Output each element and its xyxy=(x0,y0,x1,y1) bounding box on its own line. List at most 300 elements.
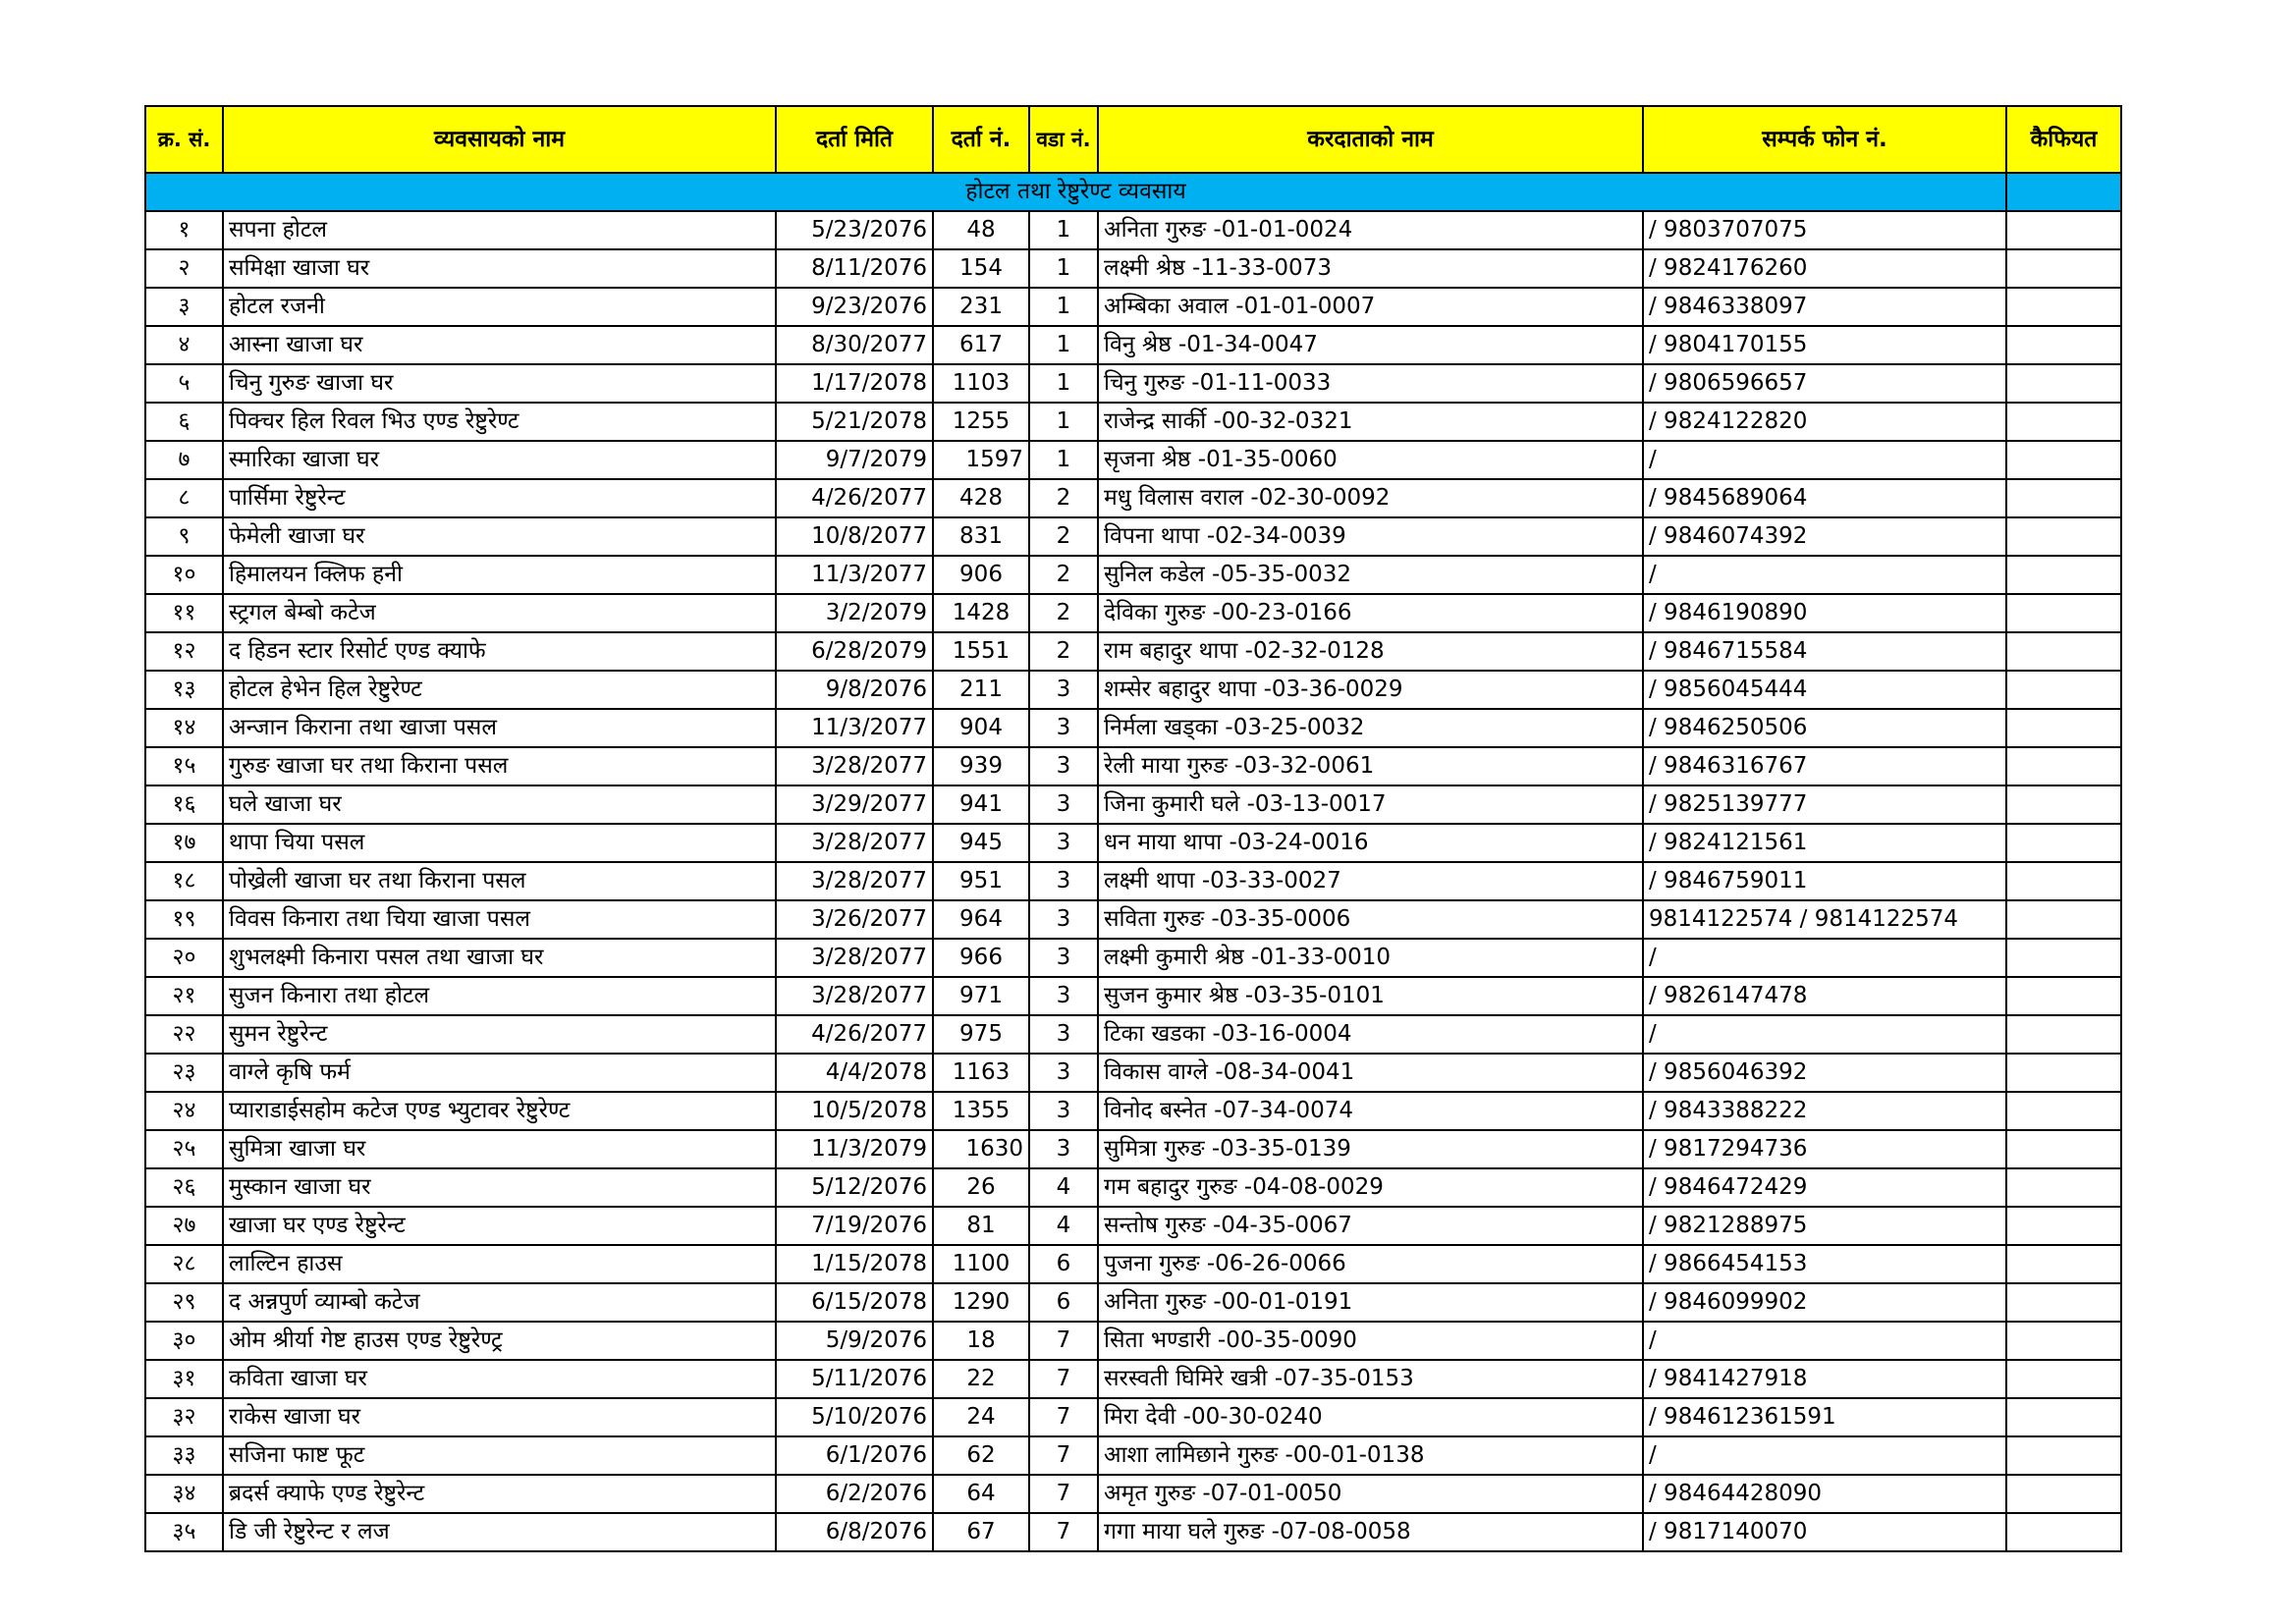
cell-serial-number: २६ xyxy=(145,1168,223,1207)
cell-ward-number: 3 xyxy=(1029,785,1098,824)
cell-registration-number: 941 xyxy=(933,785,1029,824)
cell-business-name: खाजा घर एण्ड रेष्टुरेन्ट xyxy=(223,1207,776,1245)
cell-serial-number: ९ xyxy=(145,517,223,556)
header-ward-number: वडा नं. xyxy=(1029,106,1098,173)
cell-business-name: ब्रदर्स क्याफे एण्ड रेष्टुरेन्ट xyxy=(223,1475,776,1513)
cell-registration-number: 1551 xyxy=(933,632,1029,671)
table-row xyxy=(145,1322,2121,1360)
cell-registration-number: 48 xyxy=(933,211,1029,249)
table-row xyxy=(145,403,2121,441)
table-row xyxy=(145,747,2121,785)
cell-serial-number: ३५ xyxy=(145,1513,223,1551)
cell-ward-number: 3 xyxy=(1029,1015,1098,1054)
cell-serial-number: ३४ xyxy=(145,1475,223,1513)
table-row xyxy=(145,1168,2121,1207)
cell-business-name: ओम श्रीर्या गेष्ट हाउस एण्ड रेष्टुरेण्ट्र xyxy=(223,1322,776,1360)
cell-registration-number: 617 xyxy=(933,326,1029,364)
cell-remarks xyxy=(2006,1436,2121,1475)
cell-registration-date: 5/23/2076 xyxy=(776,211,933,249)
business-registry-table xyxy=(144,105,2122,1552)
cell-taxpayer-name: राजेन्द्र सार्की -00-32-0321 xyxy=(1098,403,1643,441)
cell-taxpayer-name: सृजना श्रेष्ठ -01-35-0060 xyxy=(1098,441,1643,479)
cell-ward-number: 7 xyxy=(1029,1513,1098,1551)
table-row xyxy=(145,1436,2121,1475)
cell-registration-date: 6/8/2076 xyxy=(776,1513,933,1551)
cell-taxpayer-name: निर्मला खड्का -03-25-0032 xyxy=(1098,709,1643,747)
cell-registration-date: 5/9/2076 xyxy=(776,1322,933,1360)
cell-business-name: पार्सिमा रेष्टुरेन्ट xyxy=(223,479,776,517)
cell-registration-date: 8/11/2076 xyxy=(776,249,933,288)
cell-contact-phone: / 9825139777 xyxy=(1643,785,2006,824)
table-row xyxy=(145,1283,2121,1322)
cell-serial-number: १२ xyxy=(145,632,223,671)
cell-ward-number: 7 xyxy=(1029,1398,1098,1436)
cell-serial-number: ६ xyxy=(145,403,223,441)
cell-taxpayer-name: रेली माया गुरुङ -03-32-0061 xyxy=(1098,747,1643,785)
cell-remarks xyxy=(2006,785,2121,824)
cell-registration-date: 11/3/2079 xyxy=(776,1130,933,1168)
cell-business-name: मुस्कान खाजा घर xyxy=(223,1168,776,1207)
header-remarks: कैफियत xyxy=(2006,106,2121,173)
cell-business-name: स्मारिका खाजा घर xyxy=(223,441,776,479)
cell-registration-number: 81 xyxy=(933,1207,1029,1245)
cell-serial-number: ५ xyxy=(145,364,223,403)
cell-business-name: द अन्नपुर्ण व्याम्बो कटेज xyxy=(223,1283,776,1322)
cell-serial-number: २७ xyxy=(145,1207,223,1245)
cell-contact-phone: / 9846472429 xyxy=(1643,1168,2006,1207)
cell-business-name: शुभलक्ष्मी किनारा पसल तथा खाजा घर xyxy=(223,939,776,977)
cell-remarks xyxy=(2006,1092,2121,1130)
table-row xyxy=(145,939,2121,977)
cell-ward-number: 6 xyxy=(1029,1283,1098,1322)
cell-remarks xyxy=(2006,1207,2121,1245)
cell-registration-date: 3/29/2077 xyxy=(776,785,933,824)
cell-contact-phone: / 9824121561 xyxy=(1643,824,2006,862)
cell-contact-phone: / xyxy=(1643,939,2006,977)
cell-registration-date: 5/21/2078 xyxy=(776,403,933,441)
cell-taxpayer-name: अनिता गुरुङ -01-01-0024 xyxy=(1098,211,1643,249)
cell-registration-number: 951 xyxy=(933,862,1029,900)
cell-registration-date: 6/2/2076 xyxy=(776,1475,933,1513)
cell-registration-number: 1163 xyxy=(933,1054,1029,1092)
cell-registration-number: 904 xyxy=(933,709,1029,747)
cell-remarks xyxy=(2006,747,2121,785)
table-row xyxy=(145,517,2121,556)
cell-remarks xyxy=(2006,977,2121,1015)
cell-serial-number: १० xyxy=(145,556,223,594)
cell-serial-number: १४ xyxy=(145,709,223,747)
cell-registration-number: 1428 xyxy=(933,594,1029,632)
cell-taxpayer-name: मिरा देवी -00-30-0240 xyxy=(1098,1398,1643,1436)
cell-business-name: चिनु गुरुङ खाजा घर xyxy=(223,364,776,403)
cell-serial-number: २२ xyxy=(145,1015,223,1054)
cell-remarks xyxy=(2006,249,2121,288)
cell-registration-date: 9/7/2079 xyxy=(776,441,933,479)
cell-ward-number: 7 xyxy=(1029,1475,1098,1513)
cell-taxpayer-name: विनोद बस्नेत -07-34-0074 xyxy=(1098,1092,1643,1130)
cell-remarks xyxy=(2006,1015,2121,1054)
cell-remarks xyxy=(2006,517,2121,556)
cell-business-name: कविता खाजा घर xyxy=(223,1360,776,1398)
cell-contact-phone: / xyxy=(1643,1322,2006,1360)
cell-registration-date: 9/8/2076 xyxy=(776,671,933,709)
header-taxpayer-name: करदाताको नाम xyxy=(1098,106,1643,173)
cell-registration-number: 24 xyxy=(933,1398,1029,1436)
cell-registration-number: 67 xyxy=(933,1513,1029,1551)
cell-remarks xyxy=(2006,862,2121,900)
table-row xyxy=(145,1207,2121,1245)
cell-contact-phone: / 9856045444 xyxy=(1643,671,2006,709)
cell-taxpayer-name: धन माया थापा -03-24-0016 xyxy=(1098,824,1643,862)
cell-serial-number: २५ xyxy=(145,1130,223,1168)
cell-registration-date: 1/17/2078 xyxy=(776,364,933,403)
table-row xyxy=(145,211,2121,249)
cell-contact-phone: / 9846099902 xyxy=(1643,1283,2006,1322)
cell-taxpayer-name: आशा लामिछाने गुरुङ -00-01-0138 xyxy=(1098,1436,1643,1475)
cell-remarks xyxy=(2006,939,2121,977)
cell-business-name: सपना होटल xyxy=(223,211,776,249)
cell-serial-number: ३१ xyxy=(145,1360,223,1398)
cell-contact-phone: / 9843388222 xyxy=(1643,1092,2006,1130)
cell-business-name: सुमित्रा खाजा घर xyxy=(223,1130,776,1168)
cell-remarks xyxy=(2006,479,2121,517)
cell-registration-date: 3/28/2077 xyxy=(776,824,933,862)
cell-taxpayer-name: गगा माया घले गुरुङ -07-08-0058 xyxy=(1098,1513,1643,1551)
cell-registration-number: 428 xyxy=(933,479,1029,517)
cell-serial-number: २९ xyxy=(145,1283,223,1322)
cell-registration-number: 1103 xyxy=(933,364,1029,403)
cell-serial-number: १६ xyxy=(145,785,223,824)
cell-contact-phone: / 9866454153 xyxy=(1643,1245,2006,1283)
table-row xyxy=(145,364,2121,403)
cell-serial-number: २ xyxy=(145,249,223,288)
section-row xyxy=(145,173,2121,211)
cell-contact-phone: 9814122574 / 9814122574 xyxy=(1643,900,2006,939)
cell-remarks xyxy=(2006,632,2121,671)
cell-registration-number: 22 xyxy=(933,1360,1029,1398)
cell-registration-date: 5/11/2076 xyxy=(776,1360,933,1398)
cell-remarks xyxy=(2006,1054,2121,1092)
table-row xyxy=(145,632,2121,671)
cell-ward-number: 7 xyxy=(1029,1436,1098,1475)
cell-registration-number: 971 xyxy=(933,977,1029,1015)
cell-serial-number: १३ xyxy=(145,671,223,709)
cell-ward-number: 1 xyxy=(1029,249,1098,288)
cell-remarks xyxy=(2006,671,2121,709)
cell-contact-phone: / 9817294736 xyxy=(1643,1130,2006,1168)
cell-business-name: पिक्चर हिल रिवल भिउ एण्ड रेष्टुरेण्ट xyxy=(223,403,776,441)
cell-contact-phone: / xyxy=(1643,1015,2006,1054)
header-business-name: व्यवसायको नाम xyxy=(223,106,776,173)
table-row xyxy=(145,1015,2121,1054)
cell-registration-date: 7/19/2076 xyxy=(776,1207,933,1245)
cell-ward-number: 1 xyxy=(1029,441,1098,479)
cell-remarks xyxy=(2006,1245,2121,1283)
cell-serial-number: १ xyxy=(145,211,223,249)
cell-registration-date: 11/3/2077 xyxy=(776,556,933,594)
table-row xyxy=(145,1245,2121,1283)
table-row xyxy=(145,1513,2121,1551)
cell-remarks xyxy=(2006,556,2121,594)
header-serial-number: क्र. सं. xyxy=(145,106,223,173)
cell-contact-phone: / xyxy=(1643,556,2006,594)
cell-contact-phone: / 9824122820 xyxy=(1643,403,2006,441)
cell-ward-number: 6 xyxy=(1029,1245,1098,1283)
cell-registration-number: 966 xyxy=(933,939,1029,977)
cell-registration-number: 18 xyxy=(933,1322,1029,1360)
cell-ward-number: 3 xyxy=(1029,862,1098,900)
cell-taxpayer-name: सरस्वती घिमिरे खत्री -07-35-0153 xyxy=(1098,1360,1643,1398)
cell-serial-number: १८ xyxy=(145,862,223,900)
cell-registration-date: 6/28/2079 xyxy=(776,632,933,671)
cell-taxpayer-name: सुमित्रा गुरुङ -03-35-0139 xyxy=(1098,1130,1643,1168)
cell-registration-date: 6/1/2076 xyxy=(776,1436,933,1475)
cell-serial-number: १५ xyxy=(145,747,223,785)
cell-serial-number: २४ xyxy=(145,1092,223,1130)
cell-taxpayer-name: विपना थापा -02-34-0039 xyxy=(1098,517,1643,556)
cell-ward-number: 1 xyxy=(1029,211,1098,249)
cell-registration-number: 945 xyxy=(933,824,1029,862)
cell-contact-phone: / 9817140070 xyxy=(1643,1513,2006,1551)
cell-ward-number: 2 xyxy=(1029,556,1098,594)
cell-remarks xyxy=(2006,1398,2121,1436)
cell-serial-number: ४ xyxy=(145,326,223,364)
cell-business-name: अन्जान किराना तथा खाजा पसल xyxy=(223,709,776,747)
table-row xyxy=(145,249,2121,288)
section-title: होटल तथा रेष्टुरेण्ट व्यवसाय xyxy=(145,173,2006,211)
cell-contact-phone: / 9821288975 xyxy=(1643,1207,2006,1245)
cell-business-name: थापा चिया पसल xyxy=(223,824,776,862)
cell-taxpayer-name: सिता भण्डारी -00-35-0090 xyxy=(1098,1322,1643,1360)
cell-remarks xyxy=(2006,900,2121,939)
cell-taxpayer-name: मधु विलास वराल -02-30-0092 xyxy=(1098,479,1643,517)
cell-registration-date: 5/12/2076 xyxy=(776,1168,933,1207)
cell-contact-phone: / 9846759011 xyxy=(1643,862,2006,900)
cell-contact-phone: / 984612361591 xyxy=(1643,1398,2006,1436)
cell-remarks xyxy=(2006,709,2121,747)
cell-taxpayer-name: सविता गुरुङ -03-35-0006 xyxy=(1098,900,1643,939)
cell-ward-number: 4 xyxy=(1029,1207,1098,1245)
cell-contact-phone: / 9826147478 xyxy=(1643,977,2006,1015)
table-row xyxy=(145,594,2121,632)
cell-ward-number: 1 xyxy=(1029,364,1098,403)
table-row xyxy=(145,671,2121,709)
cell-registration-date: 11/3/2077 xyxy=(776,709,933,747)
cell-registration-date: 3/28/2077 xyxy=(776,939,933,977)
cell-business-name: विवस किनारा तथा चिया खाजा पसल xyxy=(223,900,776,939)
cell-business-name: सुमन रेष्टुरेन्ट xyxy=(223,1015,776,1054)
cell-serial-number: २३ xyxy=(145,1054,223,1092)
cell-business-name: राकेस खाजा घर xyxy=(223,1398,776,1436)
cell-contact-phone: / 9846190890 xyxy=(1643,594,2006,632)
cell-ward-number: 3 xyxy=(1029,1092,1098,1130)
table-row xyxy=(145,709,2121,747)
cell-serial-number: ३२ xyxy=(145,1398,223,1436)
cell-registration-date: 10/8/2077 xyxy=(776,517,933,556)
cell-ward-number: 7 xyxy=(1029,1322,1098,1360)
cell-taxpayer-name: पुजना गुरुङ -06-26-0066 xyxy=(1098,1245,1643,1283)
cell-ward-number: 2 xyxy=(1029,632,1098,671)
cell-registration-date: 3/2/2079 xyxy=(776,594,933,632)
table-row xyxy=(145,1360,2121,1398)
cell-serial-number: ७ xyxy=(145,441,223,479)
cell-ward-number: 3 xyxy=(1029,977,1098,1015)
cell-remarks xyxy=(2006,1168,2121,1207)
cell-taxpayer-name: लक्ष्मी थापा -03-33-0027 xyxy=(1098,862,1643,900)
cell-registration-number: 211 xyxy=(933,671,1029,709)
cell-serial-number: २८ xyxy=(145,1245,223,1283)
cell-business-name: स्ट्रगल बेम्बो कटेज xyxy=(223,594,776,632)
cell-remarks xyxy=(2006,824,2121,862)
cell-registration-date: 8/30/2077 xyxy=(776,326,933,364)
cell-taxpayer-name: राम बहादुर थापा -02-32-0128 xyxy=(1098,632,1643,671)
cell-registration-number: 231 xyxy=(933,288,1029,326)
cell-ward-number: 2 xyxy=(1029,594,1098,632)
table-row xyxy=(145,288,2121,326)
cell-business-name: समिक्षा खाजा घर xyxy=(223,249,776,288)
table-row xyxy=(145,1475,2121,1513)
cell-taxpayer-name: सुजन कुमार श्रेष्ठ -03-35-0101 xyxy=(1098,977,1643,1015)
cell-ward-number: 1 xyxy=(1029,288,1098,326)
cell-remarks xyxy=(2006,1475,2121,1513)
table-row xyxy=(145,824,2121,862)
table-row xyxy=(145,1398,2121,1436)
cell-ward-number: 1 xyxy=(1029,403,1098,441)
cell-remarks xyxy=(2006,441,2121,479)
cell-taxpayer-name: विनु श्रेष्ठ -01-34-0047 xyxy=(1098,326,1643,364)
cell-business-name: वाग्ले कृषि फर्म xyxy=(223,1054,776,1092)
cell-serial-number: १७ xyxy=(145,824,223,862)
cell-registration-date: 4/26/2077 xyxy=(776,479,933,517)
cell-contact-phone: / xyxy=(1643,441,2006,479)
cell-business-name: फेमेली खाजा घर xyxy=(223,517,776,556)
cell-registration-number: 154 xyxy=(933,249,1029,288)
cell-business-name: हिमालयन क्लिफ हनी xyxy=(223,556,776,594)
cell-taxpayer-name: अमृत गुरुङ -07-01-0050 xyxy=(1098,1475,1643,1513)
cell-serial-number: २१ xyxy=(145,977,223,1015)
cell-registration-date: 3/28/2077 xyxy=(776,862,933,900)
cell-remarks xyxy=(2006,326,2121,364)
cell-ward-number: 3 xyxy=(1029,900,1098,939)
cell-taxpayer-name: अनिता गुरुङ -00-01-0191 xyxy=(1098,1283,1643,1322)
cell-business-name: होटल रजनी xyxy=(223,288,776,326)
cell-ward-number: 3 xyxy=(1029,824,1098,862)
cell-taxpayer-name: गम बहादुर गुरुङ -04-08-0029 xyxy=(1098,1168,1643,1207)
cell-contact-phone: / 9845689064 xyxy=(1643,479,2006,517)
header-contact-phone: सम्पर्क फोन नं. xyxy=(1643,106,2006,173)
cell-ward-number: 3 xyxy=(1029,747,1098,785)
cell-registration-number: 1255 xyxy=(933,403,1029,441)
cell-registration-number: 1630 xyxy=(933,1130,1029,1168)
cell-contact-phone: / xyxy=(1643,1436,2006,1475)
cell-registration-date: 4/26/2077 xyxy=(776,1015,933,1054)
cell-registration-number: 1290 xyxy=(933,1283,1029,1322)
cell-business-name: पोख्रेली खाजा घर तथा किराना पसल xyxy=(223,862,776,900)
cell-ward-number: 4 xyxy=(1029,1168,1098,1207)
cell-ward-number: 3 xyxy=(1029,1054,1098,1092)
cell-registration-date: 4/4/2078 xyxy=(776,1054,933,1092)
cell-business-name: लाल्टिन हाउस xyxy=(223,1245,776,1283)
cell-contact-phone: / 98464428090 xyxy=(1643,1475,2006,1513)
table-row xyxy=(145,1130,2121,1168)
cell-ward-number: 3 xyxy=(1029,939,1098,977)
table-row xyxy=(145,556,2121,594)
cell-ward-number: 3 xyxy=(1029,671,1098,709)
cell-registration-date: 6/15/2078 xyxy=(776,1283,933,1322)
cell-serial-number: १९ xyxy=(145,900,223,939)
cell-registration-number: 1597 xyxy=(933,441,1029,479)
cell-contact-phone: / 9803707075 xyxy=(1643,211,2006,249)
cell-remarks xyxy=(2006,288,2121,326)
cell-registration-number: 26 xyxy=(933,1168,1029,1207)
cell-contact-phone: / 9846250506 xyxy=(1643,709,2006,747)
cell-ward-number: 7 xyxy=(1029,1360,1098,1398)
cell-registration-date: 10/5/2078 xyxy=(776,1092,933,1130)
cell-remarks xyxy=(2006,594,2121,632)
cell-registration-number: 939 xyxy=(933,747,1029,785)
cell-contact-phone: / 9846316767 xyxy=(1643,747,2006,785)
cell-serial-number: ३० xyxy=(145,1322,223,1360)
cell-remarks xyxy=(2006,1513,2121,1551)
cell-registration-date: 1/15/2078 xyxy=(776,1245,933,1283)
cell-business-name: गुरुङ खाजा घर तथा किराना पसल xyxy=(223,747,776,785)
cell-registration-number: 964 xyxy=(933,900,1029,939)
cell-remarks xyxy=(2006,1283,2121,1322)
cell-registration-date: 9/23/2076 xyxy=(776,288,933,326)
table-row xyxy=(145,479,2121,517)
cell-registration-number: 62 xyxy=(933,1436,1029,1475)
cell-contact-phone: / 9846715584 xyxy=(1643,632,2006,671)
cell-taxpayer-name: सुनिल कडेल -05-35-0032 xyxy=(1098,556,1643,594)
cell-business-name: घले खाजा घर xyxy=(223,785,776,824)
cell-remarks xyxy=(2006,364,2121,403)
cell-taxpayer-name: लक्ष्मी कुमारी श्रेष्ठ -01-33-0010 xyxy=(1098,939,1643,977)
cell-business-name: द हिडन स्टार रिसोर्ट एण्ड क्याफे xyxy=(223,632,776,671)
cell-business-name: होटल हेभेन हिल रेष्टुरेण्ट xyxy=(223,671,776,709)
cell-contact-phone: / 9846338097 xyxy=(1643,288,2006,326)
cell-business-name: सुजन किनारा तथा होटल xyxy=(223,977,776,1015)
cell-serial-number: २० xyxy=(145,939,223,977)
cell-registration-date: 3/26/2077 xyxy=(776,900,933,939)
cell-registration-date: 3/28/2077 xyxy=(776,747,933,785)
cell-ward-number: 2 xyxy=(1029,479,1098,517)
cell-contact-phone: / 9856046392 xyxy=(1643,1054,2006,1092)
header-registration-date: दर्ता मिति xyxy=(776,106,933,173)
cell-taxpayer-name: चिनु गुरुङ -01-11-0033 xyxy=(1098,364,1643,403)
cell-business-name: सजिना फाष्ट फूट xyxy=(223,1436,776,1475)
cell-contact-phone: / 9806596657 xyxy=(1643,364,2006,403)
cell-taxpayer-name: देविका गुरुङ -00-23-0166 xyxy=(1098,594,1643,632)
cell-serial-number: ८ xyxy=(145,479,223,517)
cell-taxpayer-name: विकास वाग्ले -08-34-0041 xyxy=(1098,1054,1643,1092)
cell-ward-number: 1 xyxy=(1029,326,1098,364)
cell-registration-number: 906 xyxy=(933,556,1029,594)
cell-business-name: प्याराडाईसहोम कटेज एण्ड भ्युटावर रेष्टुरेण्ट xyxy=(223,1092,776,1130)
table-row xyxy=(145,862,2121,900)
cell-registration-date: 3/28/2077 xyxy=(776,977,933,1015)
cell-registration-date: 5/10/2076 xyxy=(776,1398,933,1436)
table-row xyxy=(145,785,2121,824)
cell-serial-number: ११ xyxy=(145,594,223,632)
cell-contact-phone: / 9846074392 xyxy=(1643,517,2006,556)
cell-taxpayer-name: जिना कुमारी घले -03-13-0017 xyxy=(1098,785,1643,824)
table-row xyxy=(145,326,2121,364)
cell-registration-number: 975 xyxy=(933,1015,1029,1054)
section-remarks-cell xyxy=(2006,173,2121,211)
cell-contact-phone: / 9841427918 xyxy=(1643,1360,2006,1398)
cell-remarks xyxy=(2006,211,2121,249)
cell-serial-number: ३३ xyxy=(145,1436,223,1475)
